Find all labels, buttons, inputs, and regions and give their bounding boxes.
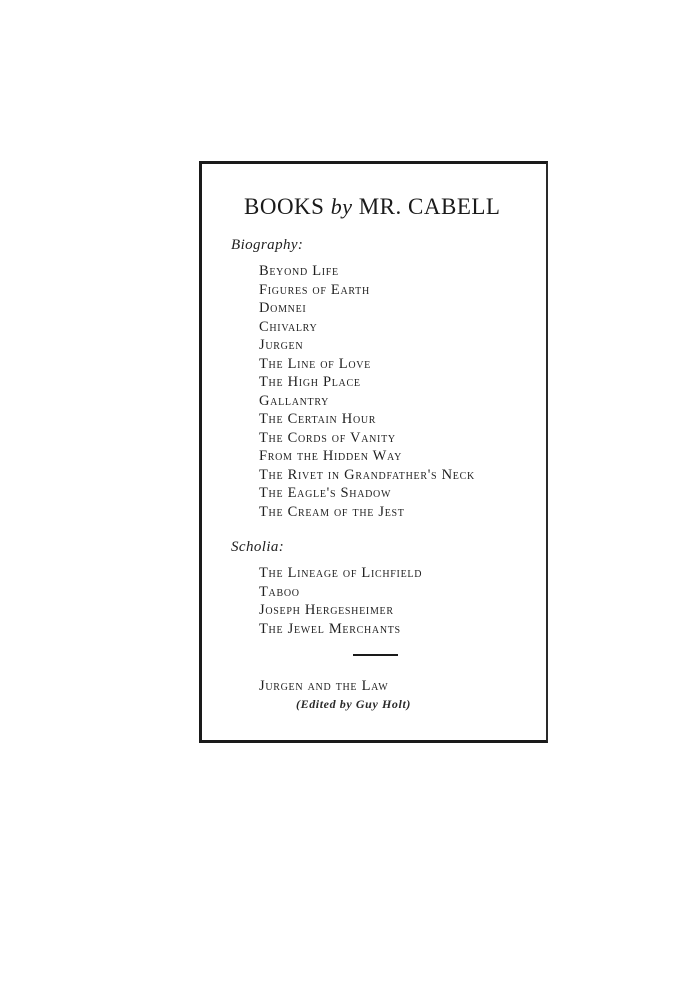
list-item: The Lineage of Lichfield — [259, 565, 423, 581]
section-heading-scholia: Scholia: — [231, 539, 285, 555]
list-item: The High Place — [259, 374, 361, 390]
list-item: Joseph Hergesheimer — [259, 602, 394, 618]
footer-book-title: Jurgen and the Law — [259, 678, 389, 694]
title-author: MR. CABELL — [358, 194, 501, 219]
list-item: Jurgen — [259, 337, 304, 353]
page-title — [244, 194, 500, 220]
list-item: The Cords of Vanity — [259, 429, 396, 446]
list-item: The Cream of the Jest — [259, 503, 405, 520]
list-item: The Eagle's Shadow — [259, 485, 392, 501]
biography-list — [259, 262, 475, 521]
list-item: Beyond Life — [259, 263, 339, 279]
list-item: Chivalry — [259, 318, 318, 335]
footer-editor-note: (Edited by Guy Holt) — [296, 697, 411, 711]
list-item: Domnei — [259, 300, 307, 316]
section-heading-biography: Biography: — [231, 237, 304, 253]
list-item: The Line of Love — [259, 355, 371, 372]
title-books: BOOKS — [244, 194, 325, 219]
list-item: From the Hidden Way — [259, 448, 402, 464]
list-item: Taboo — [259, 583, 300, 600]
list-item: The Rivet in Grandfather's Neck — [259, 466, 475, 483]
divider-rule — [353, 654, 398, 656]
list-item: The Jewel Merchants — [259, 620, 401, 637]
list-item: The Certain Hour — [259, 411, 377, 427]
list-item: Figures of Earth — [259, 281, 370, 298]
scholia-list — [259, 564, 422, 638]
title-by: by — [330, 194, 353, 219]
list-item: Gallantry — [259, 392, 330, 409]
